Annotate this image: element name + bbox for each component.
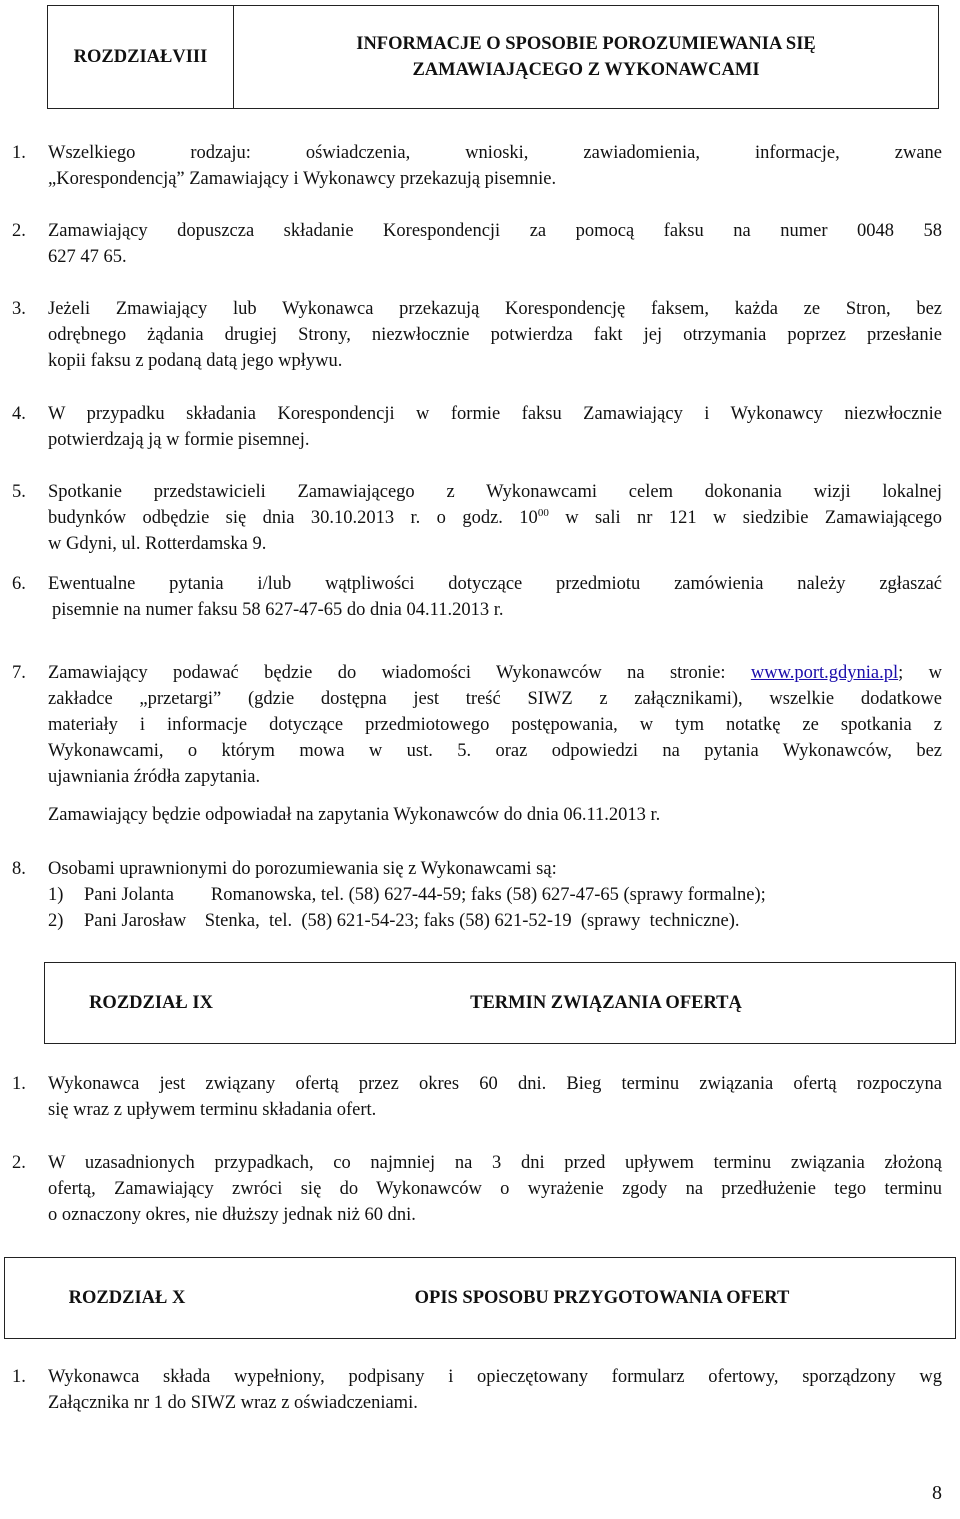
paragraph-text: o oznaczony okres, nie dłuższy jednak niż 60 dni. — [48, 1205, 416, 1225]
paragraph-text: Zamawiający podawać będzie do wiadomości Wykonawców na stronie: — [48, 663, 751, 683]
paragraph-text: „Korespondencją” Zamawiający i Wykonawcy przekazują pisemnie. — [48, 169, 557, 189]
paragraph-text: Ewentualne pytania i/lub wątpliwości dotyczące przedmiotu zamówienia należy zgłaszać — [48, 574, 942, 594]
item-number: 6. — [12, 574, 26, 594]
paragraph-text: zakładce „przetargi” (gdzie dostępna jest treść SIWZ z załącznikami), wszelkie dodatkowe — [48, 689, 942, 709]
paragraph-text: w Gdyni, ul. Rotterdamska 9. — [48, 534, 267, 554]
section-10-title-text: OPIS SPOSOBU PRZYGOTOWANIA OFERT — [414, 1288, 790, 1308]
section-10-label-text: ROZDZIAŁ X — [68, 1288, 186, 1308]
section-9-label-text: ROZDZIAŁ IX — [89, 993, 213, 1013]
paragraph-text: ; w — [898, 663, 943, 683]
paragraph-9-2 — [12, 1150, 942, 1228]
paragraph-8-3 — [12, 296, 942, 374]
item-number: 4. — [12, 404, 26, 424]
paragraph-8-6 — [12, 571, 942, 623]
item-number: 1. — [12, 1074, 26, 1094]
paragraph-text: Wykonawcami, o którym mowa w ust. 5. oraz odpowiedzi na pytania Wykonawców, bez — [48, 741, 942, 761]
section-9-label — [45, 963, 257, 1043]
section-8-label — [48, 6, 234, 108]
section-8-title — [234, 6, 938, 108]
paragraph-text: Spotkanie przedstawicieli Zamawiającego z Wykonawcami celem dokonania wizji lokalnej — [48, 482, 942, 502]
item-number: 1. — [12, 1367, 26, 1387]
paragraph-text: budynków odbędzie się dnia 30.10.2013 r. o godz. 10 — [48, 508, 538, 528]
item-number: 3. — [12, 299, 26, 319]
paragraph-text: odrębnego żądania drugiej Strony, niezwłocznie potwierdza fakt jej otrzymania poprzez przesłanie — [48, 325, 942, 345]
item-number: 5. — [12, 482, 26, 502]
paragraph-text: W uzasadnionych przypadkach, co najmniej na 3 dni przed upływem terminu związania złożoną — [48, 1153, 942, 1173]
section-8-header — [47, 5, 939, 109]
paragraph-text: pisemnie na numer faksu 58 627-47-65 do dnia 04.11.2013 r. — [52, 600, 504, 620]
section-10-header — [4, 1257, 956, 1339]
contact-text: Pani Jarosław Stenka, tel. (58) 621-54-23; faks (58) 621-52-19 (sprawy techniczne). — [84, 911, 740, 931]
paragraph-8-5 — [12, 479, 942, 557]
paragraph-text: ofertą, Zamawiający zwróci się do Wykonawców o wyrażenie zgody na przedłużenie tego terminu — [48, 1179, 942, 1199]
paragraph-text: Wykonawca jest związany ofertą przez okres 60 dni. Bieg terminu związania ofertą rozpoczyna — [48, 1074, 942, 1094]
contact-number: 1) — [48, 885, 64, 905]
item-number: 1. — [12, 143, 26, 163]
contact-row-2 — [12, 908, 942, 934]
section-10-title — [249, 1258, 955, 1338]
paragraph-8-4 — [12, 401, 942, 453]
section-9-header — [44, 962, 956, 1044]
paragraph-8-8 — [12, 856, 942, 934]
section-10-label — [5, 1258, 249, 1338]
contact-text: Pani Jolanta Romanowska, tel. (58) 627-44-59; faks (58) 627-47-65 (sprawy formalne); — [84, 885, 766, 905]
item-number: 2. — [12, 221, 26, 241]
paragraph-text: Jeżeli Zmawiający lub Wykonawca przekazują Korespondencję faksem, każda ze Stron, bez — [48, 299, 942, 319]
item-number: 2. — [12, 1153, 26, 1173]
section-8-label-text: ROZDZIAŁVIII — [73, 47, 208, 67]
paragraph-9-1 — [12, 1071, 942, 1123]
paragraph-text: Zamawiający dopuszcza składanie Korespondencji za pomocą faksu na numer 0048 58 — [48, 221, 942, 241]
page-number: 8 — [932, 1482, 942, 1504]
paragraph-8-2 — [12, 218, 942, 270]
section-9-title — [257, 963, 955, 1043]
paragraph-text: Wykonawca składa wypełniony, podpisany i opieczętowany formularz ofertowy, sporządzony wg — [48, 1367, 942, 1387]
paragraph-text: ujawniania źródła zapytania. — [48, 767, 261, 787]
paragraph-text: W przypadku składania Korespondencji w formie faksu Zamawiający i Wykonawcy niezwłocznie — [48, 404, 942, 424]
paragraph-text: kopii faksu z podaną datą jego wpływu. — [48, 351, 343, 371]
paragraph-text: w sali nr 121 w siedzibie Zamawiającego — [548, 508, 943, 528]
paragraph-text: Załącznika nr 1 do SIWZ wraz z oświadczeniami. — [48, 1393, 418, 1413]
paragraph-10-1 — [12, 1364, 942, 1416]
paragraph-text: Osobami uprawnionymi do porozumiewania się z Wykonawcami są: — [48, 859, 557, 879]
paragraph-text: Wszelkiego rodzaju: oświadczenia, wnioski, zawiadomienia, informacje, zwane — [48, 143, 942, 163]
paragraph-8-7 — [12, 660, 942, 828]
paragraph-text-with-time — [12, 505, 942, 531]
time-superscript: 00 — [537, 506, 549, 519]
contact-number: 2) — [48, 911, 64, 931]
paragraph-text: 627 47 65. — [48, 247, 127, 267]
paragraph-text: materiały i informacje dotyczące przedmiotowego postępowania, w tym notatkę ze spotkania z — [48, 715, 942, 735]
section-8-title-line2: ZAMAWIAJĄCEGO Z WYKONAWCAMI — [412, 60, 760, 80]
item-number: 7. — [12, 663, 26, 683]
website-link[interactable]: www.port.gdynia.pl — [750, 663, 899, 683]
contact-row-1 — [12, 882, 942, 908]
paragraph-text: się wraz z upływem terminu składania ofert. — [48, 1100, 377, 1120]
section-8-title-line1: INFORMACJE O SPOSOBIE POROZUMIEWANIA SIĘ — [356, 34, 816, 54]
section-9-title-text: TERMIN ZWIĄZANIA OFERTĄ — [470, 993, 742, 1013]
paragraph-8-1 — [12, 140, 942, 192]
item-number: 8. — [12, 859, 26, 879]
paragraph-text: potwierdzają ją w formie pisemnej. — [48, 430, 310, 450]
paragraph-text: Zamawiający będzie odpowiadał na zapytania Wykonawców do dnia 06.11.2013 r. — [48, 805, 661, 825]
